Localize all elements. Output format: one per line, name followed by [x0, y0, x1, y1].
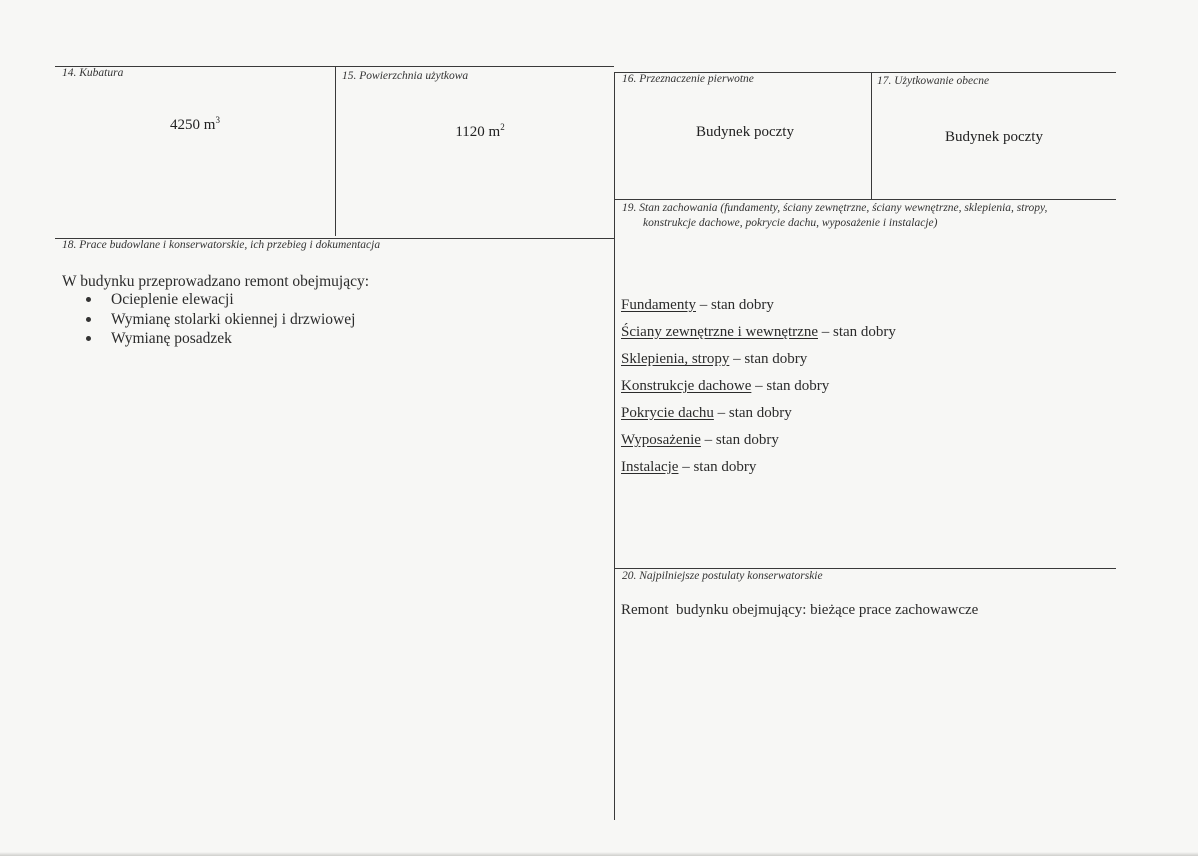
- kubatura-label: 14. Kubatura: [62, 67, 124, 79]
- divider-main: [614, 72, 615, 820]
- stan-row-state: – stan dobry: [713, 405, 792, 421]
- stan-label-line2: konstrukcje dachowe, pokrycie dachu, wyposażenie i instalacje): [643, 217, 938, 229]
- prace-intro: W budynku przeprowadzano remont obejmujący:: [62, 273, 370, 290]
- stan-label-line1: 19. Stan zachowania (fundamenty, ściany zewnętrzne, ściany wewnętrzne, sklepienia, stropy,: [622, 202, 1048, 214]
- stan-row: [621, 428, 896, 455]
- scan-edge: [0, 852, 1198, 856]
- stan-row-state: – stan dobry: [729, 351, 808, 367]
- stan-row-state: – stan dobry: [700, 432, 779, 448]
- stan-row: [621, 320, 896, 347]
- stan-row: [621, 401, 896, 428]
- stan-row: [621, 374, 896, 401]
- przeznaczenie-value: Budynek poczty: [696, 124, 794, 140]
- bullet-icon: [86, 297, 91, 302]
- bullet-icon: [86, 317, 91, 322]
- stan-row-name: Fundamenty: [621, 297, 696, 313]
- list-item: Wymianę stolarki okiennej i drzwiowej: [84, 310, 355, 330]
- rule-above-19: [614, 199, 1116, 200]
- stan-row-name: Ściany zewnętrzne i wewnętrzne: [621, 324, 818, 340]
- stan-row-name: Sklepienia, stropy: [621, 351, 730, 367]
- przeznaczenie-label: 16. Przeznaczenie pierwotne: [622, 73, 754, 85]
- kubatura-value: 4250 $m^3$: [170, 115, 220, 133]
- list-item: Wymianę posadzek: [84, 329, 355, 349]
- stan-row-state: – stan dobry: [696, 297, 774, 313]
- list-item: Ocieplenie elewacji: [84, 290, 355, 310]
- stan-row-state: – stan dobry: [678, 459, 757, 475]
- prace-label: 18. Prace budowlane i konserwatorskie, ich przebieg i dokumentacja: [62, 239, 381, 251]
- stan-row: [621, 347, 896, 374]
- powierzchnia-label: 15. Powierzchnia użytkowa: [342, 70, 469, 82]
- stan-row-name: Konstrukcje dachowe: [621, 378, 752, 394]
- stan-row: [621, 293, 896, 320]
- divider-14-15: [335, 66, 336, 236]
- uzytkowanie-value: Budynek poczty: [945, 129, 1043, 145]
- stan-list: [621, 293, 896, 482]
- stan-row-state: – stan dobry: [818, 324, 896, 340]
- stan-row-name: Pokrycie dachu: [621, 405, 714, 421]
- stan-row-state: – stan dobry: [751, 378, 830, 394]
- stan-row-name: Instalacje: [621, 459, 679, 475]
- uzytkowanie-label: 17. Użytkowanie obecne: [877, 75, 990, 87]
- rule-above-20: [614, 568, 1116, 569]
- stan-row: [621, 455, 896, 482]
- stan-row-name: Wyposażenie: [621, 432, 701, 448]
- divider-16-17: [871, 72, 872, 199]
- postulaty-label: 20. Najpilniejsze postulaty konserwatorskie: [622, 570, 823, 582]
- postulaty-text: Remont budynku obejmujący: bieżące prace zachowawcze: [621, 602, 979, 618]
- powierzchnia-value: 1120 $m^2$: [455, 122, 505, 140]
- bullet-icon: [86, 336, 91, 341]
- prace-list: [84, 290, 355, 349]
